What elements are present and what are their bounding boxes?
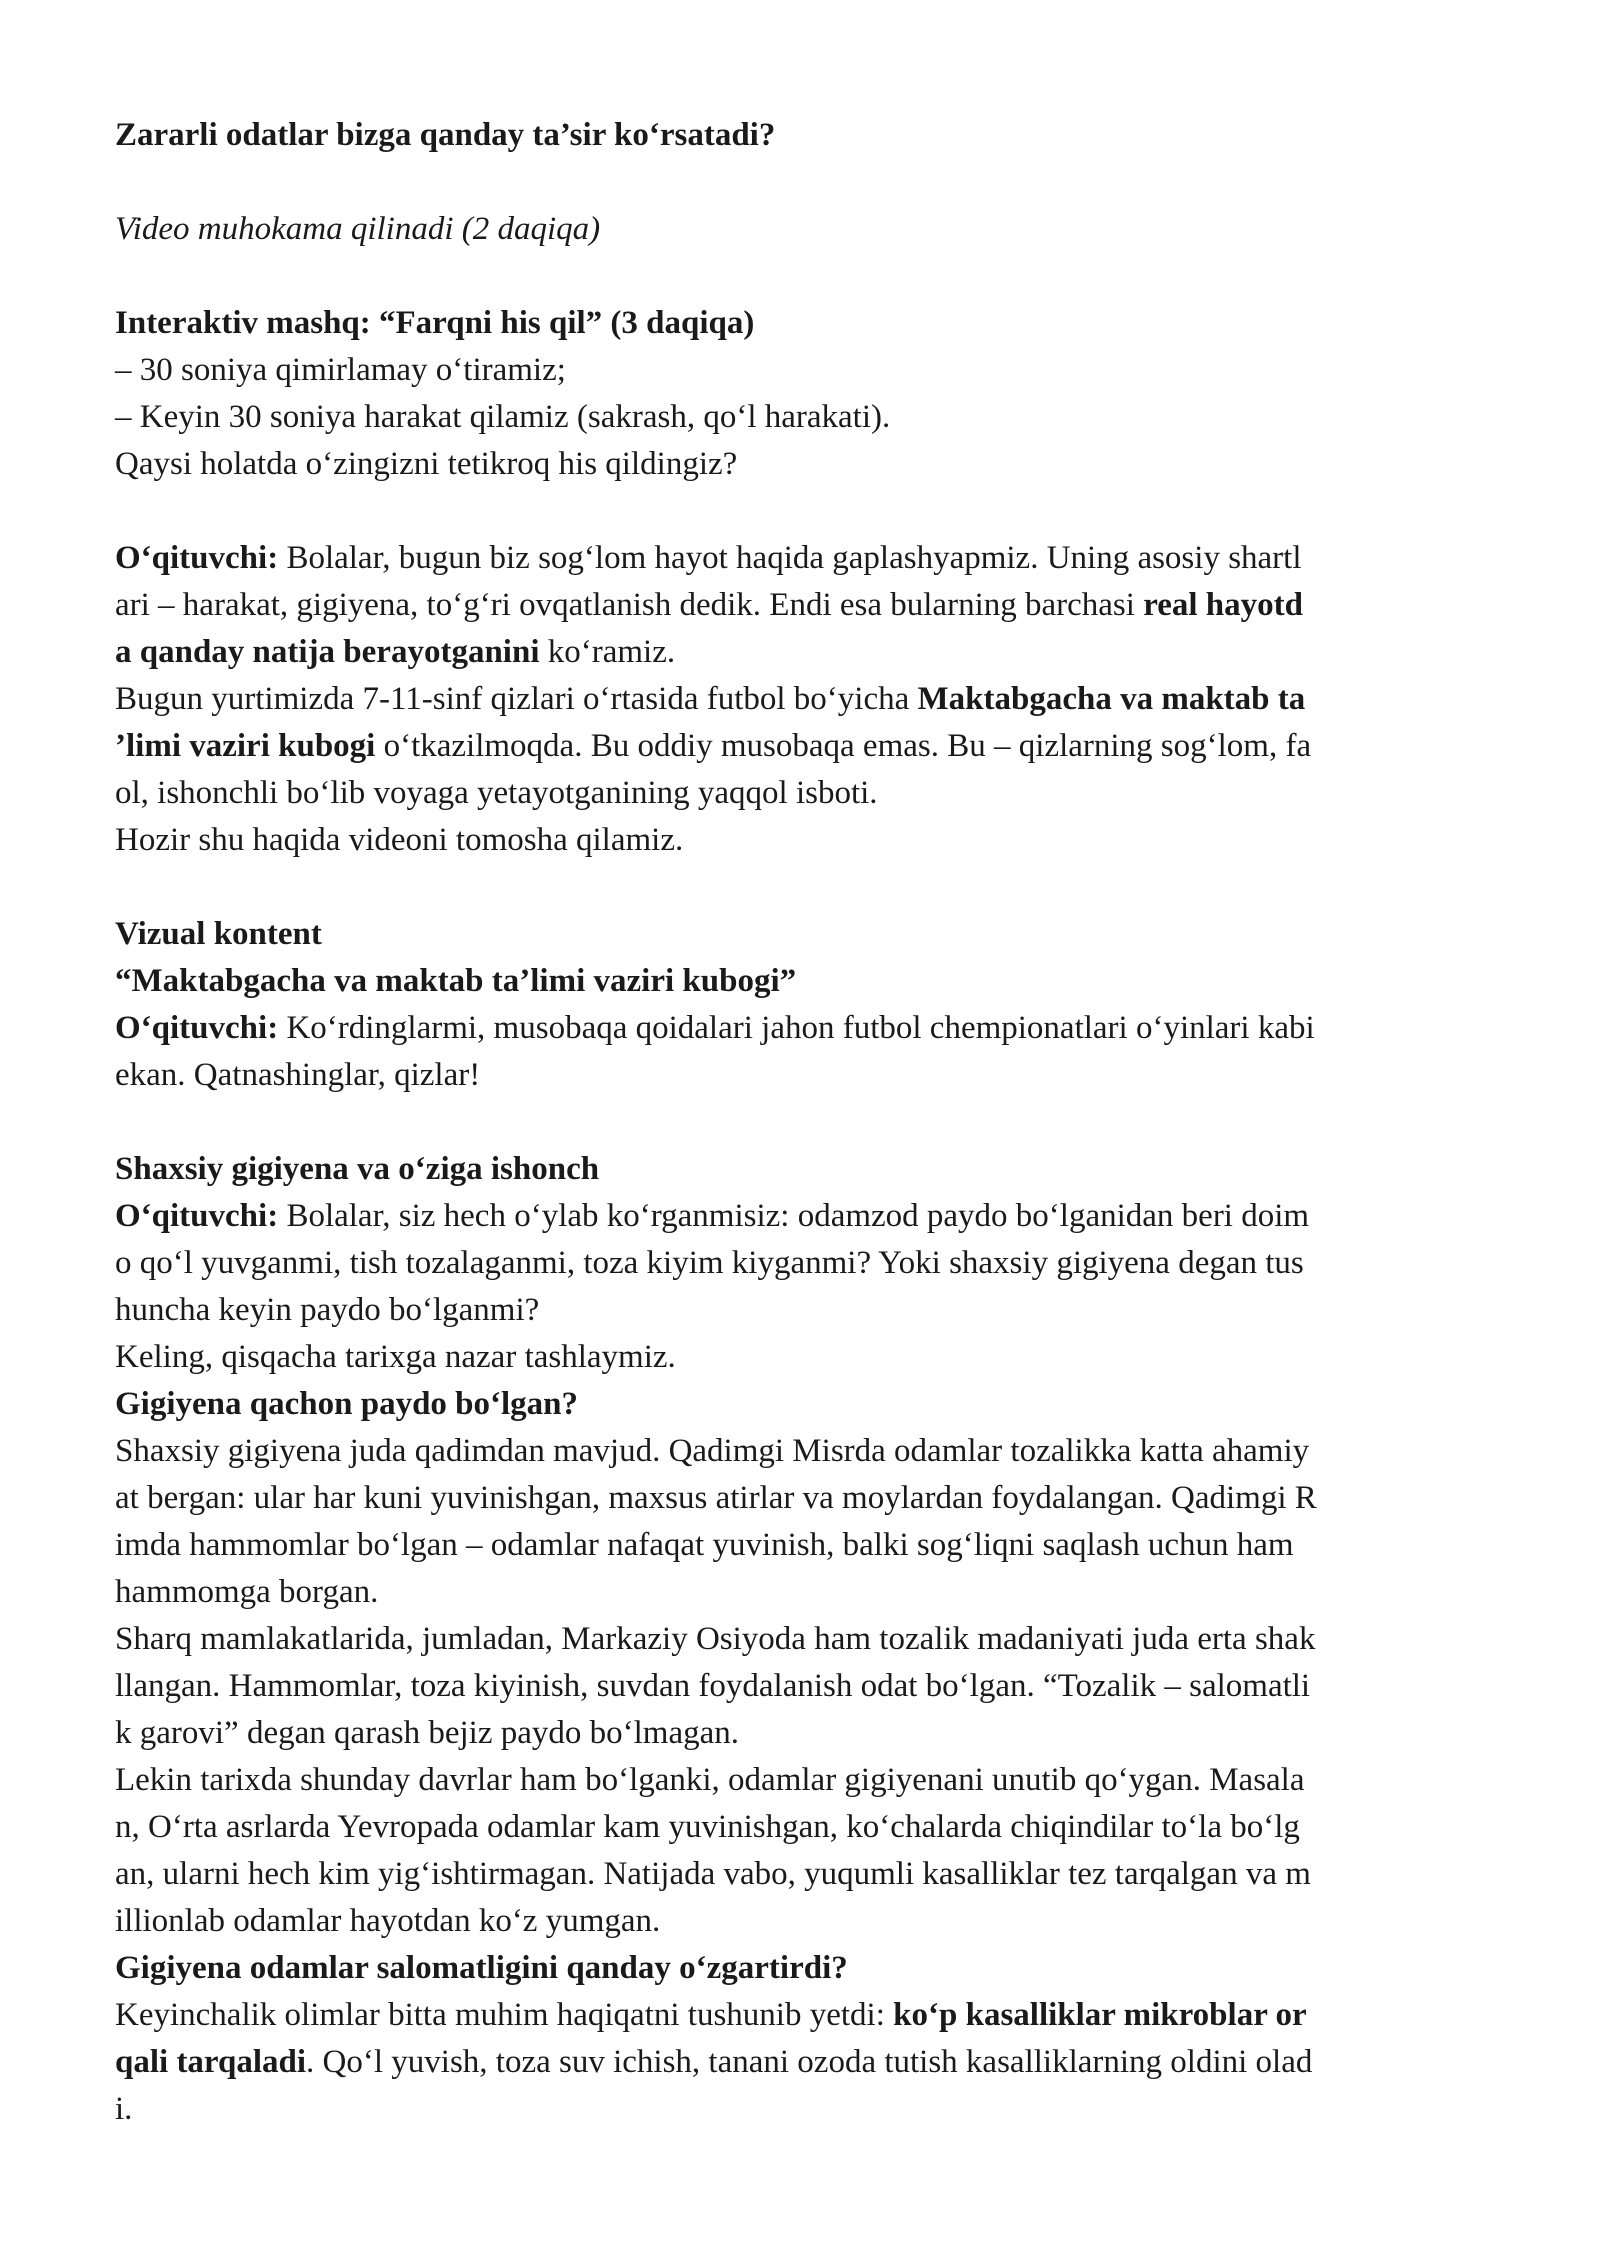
text-run: Bolalar, bugun biz sog‘lom hayot haqida gaplashyapmiz. Uning asosiy shartl: [278, 540, 1302, 576]
paragraph-line: [115, 2039, 1505, 2086]
paragraph-line: o qo‘l yuvganmi, tish tozalaganmi, toza kiyim kiyganmi? Yoki shaxsiy gigiyena degan tus: [115, 1245, 1304, 1281]
spacer: [115, 864, 1505, 911]
teacher-label: O‘qituvchi:: [115, 540, 279, 576]
spacer: [115, 488, 1505, 535]
paragraph-line: [115, 535, 1505, 582]
document-page: [115, 112, 1505, 2133]
paragraph-line: ol, ishonchli bo‘lib voyaga yetayotganining yaqqol isboti.: [115, 775, 878, 811]
paragraph-line: k garovi” degan qarash bejiz paydo bo‘lmagan.: [115, 1715, 740, 1751]
paragraph-line: Sharq mamlakatlarida, jumladan, Markaziy Osiyoda ham tozalik madaniyati juda erta shak: [115, 1621, 1316, 1657]
heading-harmful-habits: Zararli odatlar bizga qanday ta’sir ko‘rsatadi?: [115, 117, 776, 153]
paragraph-line: Shaxsiy gigiyena juda qadimdan mavjud. Qadimgi Misrda odamlar tozalikka katta ahamiy: [115, 1433, 1310, 1469]
bold-run: Maktabgacha va maktab ta: [917, 681, 1306, 717]
exercise-title: Interaktiv mashq: “Farqni his qil” (3 daqiqa): [115, 305, 755, 341]
bold-run: ’limi vaziri kubogi: [115, 728, 376, 764]
exercise-line: – Keyin 30 soniya harakat qilamiz (sakrash, qo‘l harakati).: [115, 399, 891, 435]
paragraph-line: n, O‘rta asrlarda Yevropada odamlar kam yuvinishgan, ko‘chalarda chiqindilar to‘la bo‘lg: [115, 1809, 1300, 1845]
text-run: Ko‘rdinglarmi, musobaqa qoidalari jahon futbol chempionatlari o‘yinlari kabi: [278, 1010, 1315, 1046]
paragraph-line: Hozir shu haqida videoni tomosha qilamiz.: [115, 822, 684, 858]
hygiene-origin-title: Gigiyena qachon paydo bo‘lgan?: [115, 1386, 579, 1422]
exercise-line: – 30 soniya qimirlamay o‘tiramiz;: [115, 352, 566, 388]
teacher-label: O‘qituvchi:: [115, 1010, 279, 1046]
hygiene-section-title: Shaxsiy gigiyena va o‘ziga ishonch: [115, 1151, 600, 1187]
paragraph-line: an, ularni hech kim yig‘ishtirmagan. Natijada vabo, yuqumli kasalliklar tez tarqalgan va m: [115, 1856, 1311, 1892]
text-run: ari – harakat, gigiyena, to‘g‘ri ovqatlanish dedik. Endi esa bularning barchasi: [115, 587, 1144, 623]
paragraph-line: i.: [115, 2091, 133, 2127]
paragraph-line: illionlab odamlar hayotdan ko‘z yumgan.: [115, 1903, 661, 1939]
paragraph-line: Lekin tarixda shunday davrlar ham bo‘lganki, odamlar gigiyenani unutib qo‘ygan. Masala: [115, 1762, 1305, 1798]
video-note: Video muhokama qilinadi (2 daqiqa): [115, 211, 601, 247]
bold-run: real hayotd: [1143, 587, 1303, 623]
bold-run: ko‘p kasalliklar mikroblar or: [893, 1997, 1307, 2033]
text-run: o‘tkazilmoqda. Bu oddiy musobaqa emas. Bu – qizlarning sog‘lom, fa: [375, 728, 1312, 764]
paragraph-line: [115, 723, 1505, 770]
spacer: [115, 159, 1505, 206]
paragraph-line: llangan. Hammomlar, toza kiyinish, suvdan foydalanish odat bo‘lgan. “Tozalik – salomatli: [115, 1668, 1311, 1704]
visual-content-title: Vizual kontent: [115, 916, 322, 952]
bold-run: a qanday natija berayotganini: [115, 634, 540, 670]
paragraph-line: [115, 676, 1505, 723]
spacer: [115, 253, 1505, 300]
paragraph-line: [115, 629, 1505, 676]
text-run: Keyinchalik olimlar bitta muhim haqiqatni tushunib yetdi:: [115, 1997, 894, 2033]
paragraph-line: Keling, qisqacha tarixga nazar tashlaymiz.: [115, 1339, 676, 1375]
paragraph-line: at bergan: ular har kuni yuvinishgan, maxsus atirlar va moylardan foydalangan. Qadimgi R: [115, 1480, 1317, 1516]
paragraph-line: [115, 1992, 1505, 2039]
paragraph-line: [115, 1193, 1505, 1240]
spacer: [115, 1099, 1505, 1146]
paragraph-line: huncha keyin paydo bo‘lganmi?: [115, 1292, 540, 1328]
paragraph-line: imda hammomlar bo‘lgan – odamlar nafaqat yuvinish, balki sog‘liqni saqlash uchun ham: [115, 1527, 1294, 1563]
paragraph-line: ekan. Qatnashinglar, qizlar!: [115, 1057, 481, 1093]
paragraph-line: [115, 1005, 1505, 1052]
bold-run: qali tarqaladi: [115, 2044, 307, 2080]
text-run: ko‘ramiz.: [539, 634, 676, 670]
visual-content-subtitle: “Maktabgacha va maktab ta’limi vaziri kubogi”: [115, 963, 797, 999]
teacher-label: O‘qituvchi:: [115, 1198, 279, 1234]
text-run: Bolalar, siz hech o‘ylab ko‘rganmisiz: odamzod paydo bo‘lganidan beri doim: [278, 1198, 1310, 1234]
hygiene-change-title: Gigiyena odamlar salomatligini qanday o‘zgartirdi?: [115, 1950, 848, 1986]
text-run: . Qo‘l yuvish, toza suv ichish, tanani ozoda tutish kasalliklarning oldini olad: [306, 2044, 1313, 2080]
exercise-question: Qaysi holatda o‘zingizni tetikroq his qildingiz?: [115, 446, 738, 482]
paragraph-line: [115, 582, 1505, 629]
text-run: Bugun yurtimizda 7-11-sinf qizlari o‘rtasida futbol bo‘yicha: [115, 681, 918, 717]
paragraph-line: hammomga borgan.: [115, 1574, 379, 1610]
